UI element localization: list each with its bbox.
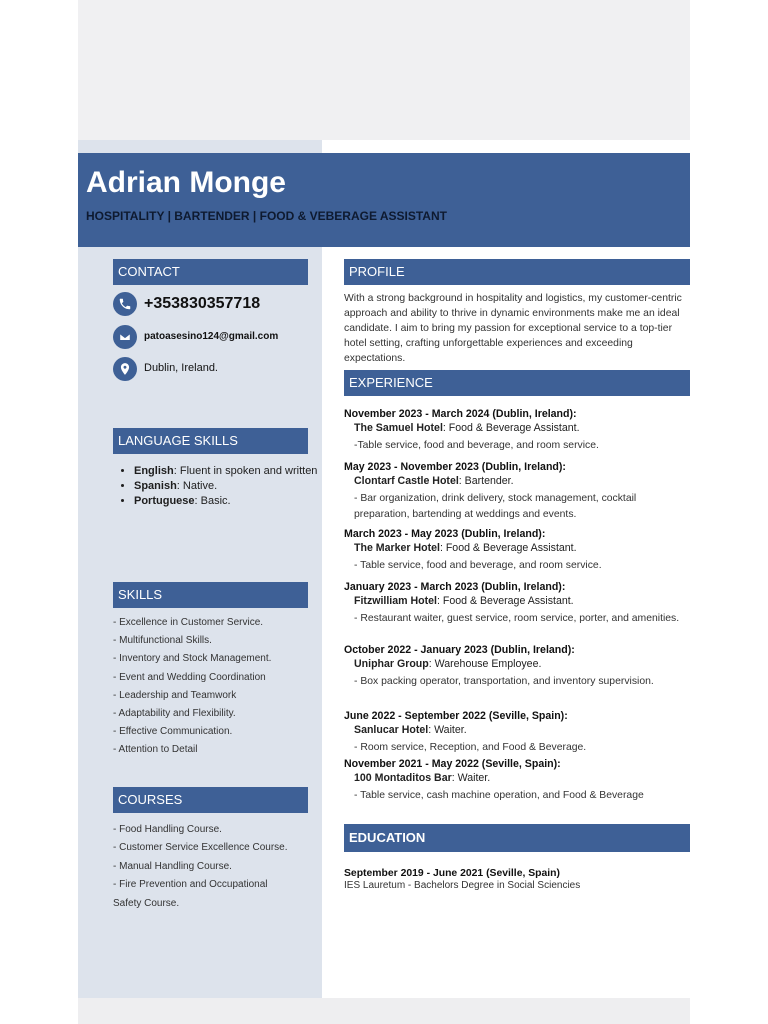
courses-list — [113, 821, 295, 913]
education-detail: IES Lauretum - Bachelors Degree in Social Sciencies — [344, 880, 581, 891]
top-margin — [78, 0, 690, 140]
experience-duties: - Restaurant waiter, guest service, room service, porter, and amenities. — [354, 613, 680, 624]
experience-entry — [344, 709, 690, 756]
list-item: - Inventory and Stock Management. — [113, 653, 272, 665]
list-item: • Portuguese: Basic. — [134, 494, 324, 509]
experience-duties: - Room service, Reception, and Food & Beverage. — [354, 742, 587, 753]
education-heading: EDUCATION — [344, 824, 690, 852]
experience-period: November 2023 - March 2024 (Dublin, Ireland): — [344, 408, 577, 420]
experience-entry — [344, 757, 690, 804]
experience-period: October 2022 - January 2023 (Dublin, Ireland): — [344, 644, 575, 656]
experience-period: May 2023 - November 2023 (Dublin, Ireland): — [344, 461, 566, 473]
experience-position: Fitzwilliam Hotel: Food & Beverage Assistant. — [354, 595, 574, 607]
experience-position: Sanlucar Hotel: Waiter. — [354, 724, 467, 736]
experience-duties: - Bar organization, drink delivery, stock management, cocktail preparation, bartending at weddings and events. — [354, 493, 637, 520]
list-item: - Event and Wedding Coordination — [113, 671, 266, 683]
list-item: - Excellence in Customer Service. — [113, 617, 264, 628]
experience-duties: - Table service, food and beverage, and room service. — [354, 560, 602, 571]
experience-entry — [344, 643, 690, 690]
experience-entry — [344, 527, 690, 574]
list-item: - Manual Handling Course. — [113, 860, 232, 872]
contact-location: Dublin, Ireland. — [144, 362, 218, 374]
email-icon — [113, 325, 137, 349]
list-item: - Customer Service Excellence Course. — [113, 842, 288, 854]
experience-duties: - Table service, cash machine operation, and Food & Beverage — [354, 790, 644, 801]
experience-position: The Samuel Hotel: Food & Beverage Assistant. — [354, 422, 580, 434]
contact-phone[interactable]: +353830357718 — [144, 295, 261, 312]
location-pin-icon — [113, 357, 137, 381]
list-item: • Spanish: Native. — [134, 479, 324, 494]
experience-period: June 2022 - September 2022 (Seville, Spain): — [344, 710, 568, 722]
profile-heading: PROFILE — [344, 259, 690, 285]
education-period: September 2019 - June 2021 (Seville, Spain) — [344, 868, 560, 879]
experience-position: Uniphar Group: Warehouse Employee. — [354, 658, 542, 670]
experience-position: 100 Montaditos Bar: Waiter. — [354, 772, 491, 784]
language-skills-heading: LANGUAGE SKILLS — [113, 428, 308, 454]
experience-duties: -Table service, food and beverage, and room service. — [354, 440, 599, 451]
list-item: - Multifunctional Skills. — [113, 635, 212, 647]
skills-list — [113, 614, 313, 760]
experience-entry — [344, 460, 690, 523]
courses-heading: COURSES — [113, 787, 308, 813]
experience-period: January 2023 - March 2023 (Dublin, Ireland): — [344, 581, 566, 593]
experience-duties: - Box packing operator, transportation, and inventory supervision. — [354, 676, 654, 687]
resume-page — [78, 0, 690, 1024]
skills-heading: SKILLS — [113, 582, 308, 608]
profile-summary: With a strong background in hospitality and logistics, my customer-centric approach and ability to thrive in dynamic environments make me an ideal candidate. I aim to bring my passion for exceptional service to a top-tier hotel setting, crafting unforgettable experiences and exceeding expectations. — [344, 293, 682, 364]
phone-icon — [113, 292, 137, 316]
list-item: - Adaptability and Flexibility. — [113, 707, 236, 719]
candidate-tagline: HOSPITALITY | BARTENDER | FOOD & VEBERAGE ASSISTANT — [86, 209, 447, 223]
experience-position: Clontarf Castle Hotel: Bartender. — [354, 475, 514, 487]
experience-period: March 2023 - May 2023 (Dublin, Ireland): — [344, 528, 546, 540]
contact-email[interactable]: patoasesino124@gmail.com — [144, 331, 279, 342]
list-item: - Leadership and Teamwork — [113, 689, 237, 701]
education-entry — [344, 867, 690, 892]
list-item: - Attention to Detail — [113, 744, 198, 756]
experience-entry — [344, 407, 690, 454]
list-item: • English: Fluent in spoken and written — [134, 464, 324, 479]
list-item: - Fire Prevention and Occupational Safety Course. — [113, 879, 268, 909]
bottom-margin — [78, 998, 690, 1024]
experience-heading: EXPERIENCE — [344, 370, 690, 396]
list-item: - Food Handling Course. — [113, 824, 222, 835]
language-list — [116, 464, 324, 509]
experience-position: The Marker Hotel: Food & Beverage Assistant. — [354, 542, 577, 554]
candidate-name: Adrian Monge — [86, 166, 286, 199]
experience-entry — [344, 580, 690, 627]
contact-heading: CONTACT — [113, 259, 308, 285]
experience-period: November 2021 - May 2022 (Seville, Spain): — [344, 758, 561, 770]
list-item: - Effective Communication. — [113, 726, 233, 738]
